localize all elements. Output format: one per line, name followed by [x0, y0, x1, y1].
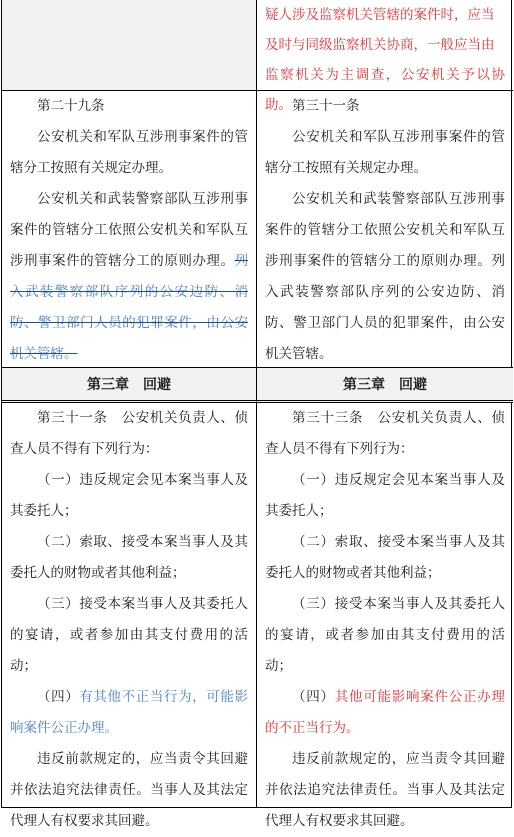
list-item: （一）违反规定会见本案当事人及其委托人；	[265, 472, 505, 519]
list-item: （三）接受本案当事人及其委托人的宴请，或者参加由其支付费用的活动；	[265, 596, 505, 674]
list-item	[265, 682, 505, 744]
list-item: （二）索取、接受本案当事人及其委托人的财物或者其他利益；	[10, 534, 248, 581]
article-paragraph: 公安机关和武装警察部队互涉刑事案件的管辖分工依照公安机关和军队互涉刑事案件的管辖分工的原则办理。列入武装警察部队序列的公安边防、消防、警卫部门人员的犯罪案件，由公安机关管辖。	[265, 191, 505, 362]
list-item	[10, 682, 248, 744]
article-intro: 第三十三条 公安机关负责人、侦查人员不得有下列行为：	[265, 410, 505, 457]
continuation-line-2: 及时与同级监察机关协商，一般应当由	[265, 37, 495, 53]
list-item: （二）索取、接受本案当事人及其委托人的财物或者其他利益；	[265, 534, 505, 581]
left-continuation-cell	[2, 0, 257, 91]
list-item: （一）违反规定会见本案当事人及其委托人；	[10, 472, 248, 519]
article-intro: 第三十一条 公安机关负责人、侦查人员不得有下列行为：	[10, 410, 248, 457]
right-article-33-cell	[257, 403, 513, 829]
article-title: 第三十一条	[292, 98, 360, 114]
right-article-31-cell	[257, 91, 513, 368]
article-paragraph	[10, 184, 248, 370]
left-article-29-cell	[2, 91, 257, 368]
deleted-text: 列入武装警察部队序列的公安边防、消防、警卫部门人员的犯罪案件，由公安机关管辖。	[10, 253, 248, 362]
continuation-line-3: 监察机关为主调查，公安机关予以协助。	[265, 67, 505, 113]
left-chapter-heading: 第三章 回避	[2, 368, 257, 403]
paragraph-text: 公安机关和武装警察部队互涉刑事案件的管辖分工依照公安机关和军队互涉刑事案件的管辖分工的原则办理。	[10, 191, 248, 269]
added-text: 其他可能影响案件公正办理的不正当行为。	[265, 689, 505, 736]
list-item: （三）接受本案当事人及其委托人的宴请，或者参加由其支付费用的活动；	[10, 596, 248, 674]
right-chapter-heading: 第三章 回避	[257, 368, 513, 403]
article-paragraph: 公安机关和军队互涉刑事案件的管辖分工按照有关规定办理。	[10, 129, 248, 176]
changed-text: 有其他不正当行为，可能影响案件公正办理。	[10, 689, 249, 736]
left-article-31-recusal-cell	[2, 403, 257, 829]
article-closing: 违反前款规定的，应当责令其回避并依法追究法律责任。当事人及其法定代理人有权要求其回避。	[265, 751, 505, 829]
article-closing: 违反前款规定的，应当责令其回避并依法追究法律责任。当事人及其法定代理人有权要求其回避。	[10, 751, 248, 829]
item-number: （四）	[37, 689, 80, 705]
article-title: 第二十九条	[37, 98, 105, 114]
continuation-line-1: 疑人涉及监察机关管辖的案件时，应当	[265, 7, 495, 23]
article-paragraph: 公安机关和军队互涉刑事案件的管辖分工按照有关规定办理。	[265, 129, 505, 176]
item-number: （四）	[292, 689, 335, 705]
comparison-table	[1, 0, 512, 829]
